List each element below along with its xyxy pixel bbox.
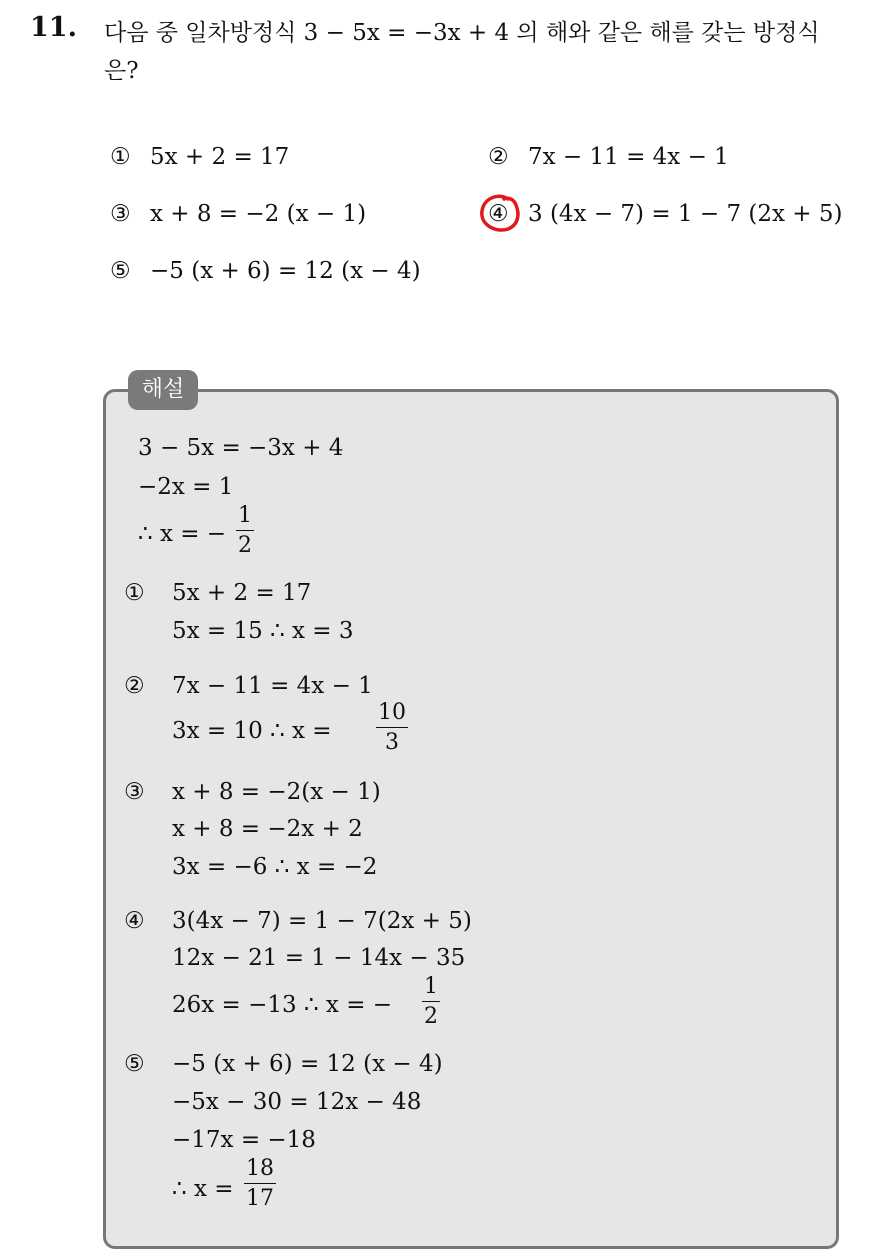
choice-2[interactable] — [488, 144, 729, 170]
step-line: −5x − 30 = 12x − 48 — [172, 1089, 422, 1115]
fraction — [236, 505, 254, 557]
step-mark: ③ — [124, 779, 145, 805]
choice-mark: ② — [488, 144, 509, 170]
fraction-denominator: 3 — [385, 730, 399, 755]
choice-expr: 5x + 2 = 17 — [150, 144, 290, 170]
step-mark: ④ — [124, 908, 145, 934]
fraction-numerator: 1 — [422, 976, 440, 1002]
step-line: 3x = −6 ∴ x = −2 — [172, 854, 378, 880]
choice-5[interactable] — [110, 258, 421, 284]
choice-expr: −5 (x + 6) = 12 (x − 4) — [150, 258, 421, 284]
choice-4[interactable] — [488, 201, 842, 227]
step-result: ∴ x = — [172, 1176, 234, 1202]
choice-mark: ④ — [488, 201, 509, 227]
step-mark: ⑤ — [124, 1051, 145, 1077]
fraction-denominator: 2 — [238, 533, 252, 558]
step-mark: ① — [124, 580, 145, 606]
step-result: 3x = 10 ∴ x = — [172, 718, 332, 744]
step-line: 5x + 2 = 17 — [172, 580, 312, 606]
step-line: x + 8 = −2x + 2 — [172, 816, 363, 842]
choice-mark: ① — [110, 144, 131, 170]
fraction-numerator: 1 — [236, 505, 254, 531]
choice-expr: 3 (4x − 7) = 1 − 7 (2x + 5) — [528, 201, 843, 227]
step-line: −17x = −18 — [172, 1127, 316, 1153]
step-line: 5x = 15 ∴ x = 3 — [172, 618, 354, 644]
step-line: x + 8 = −2(x − 1) — [172, 779, 381, 805]
solution-label: 해설 — [128, 370, 198, 410]
solution-intro-line: 3 − 5x = −3x + 4 — [138, 435, 344, 461]
solution-intro-result: ∴ x = − — [138, 521, 227, 547]
choice-mark-circled — [488, 201, 528, 227]
question-number: 11. — [30, 12, 77, 43]
choice-expr: 7x − 11 = 4x − 1 — [528, 144, 729, 170]
choice-mark: ③ — [110, 201, 131, 227]
step-mark: ② — [124, 673, 145, 699]
question-text-line1: 다음 중 일차방정식 3 − 5x = −3x + 4 의 해와 같은 해를 갖는 방정식 — [104, 20, 820, 46]
step-line: 7x − 11 = 4x − 1 — [172, 673, 373, 699]
fraction-denominator: 2 — [424, 1004, 438, 1029]
fraction — [244, 1158, 276, 1210]
fraction — [376, 702, 408, 754]
fraction-numerator: 18 — [244, 1158, 276, 1184]
solution-intro-line: −2x = 1 — [138, 474, 234, 500]
question-text-line2: 은? — [104, 58, 139, 84]
red-circle-mark-icon — [478, 193, 524, 235]
step-line: −5 (x + 6) = 12 (x − 4) — [172, 1051, 443, 1077]
fraction — [422, 976, 440, 1028]
choice-expr: x + 8 = −2 (x − 1) — [150, 201, 367, 227]
step-result: 26x = −13 ∴ x = − — [172, 992, 393, 1018]
choice-mark: ⑤ — [110, 258, 131, 284]
fraction-denominator: 17 — [246, 1186, 274, 1211]
step-line: 12x − 21 = 1 − 14x − 35 — [172, 945, 466, 971]
choice-1[interactable] — [110, 144, 289, 170]
choice-3[interactable] — [110, 201, 366, 227]
fraction-numerator: 10 — [376, 702, 408, 728]
step-line: 3(4x − 7) = 1 − 7(2x + 5) — [172, 908, 472, 934]
